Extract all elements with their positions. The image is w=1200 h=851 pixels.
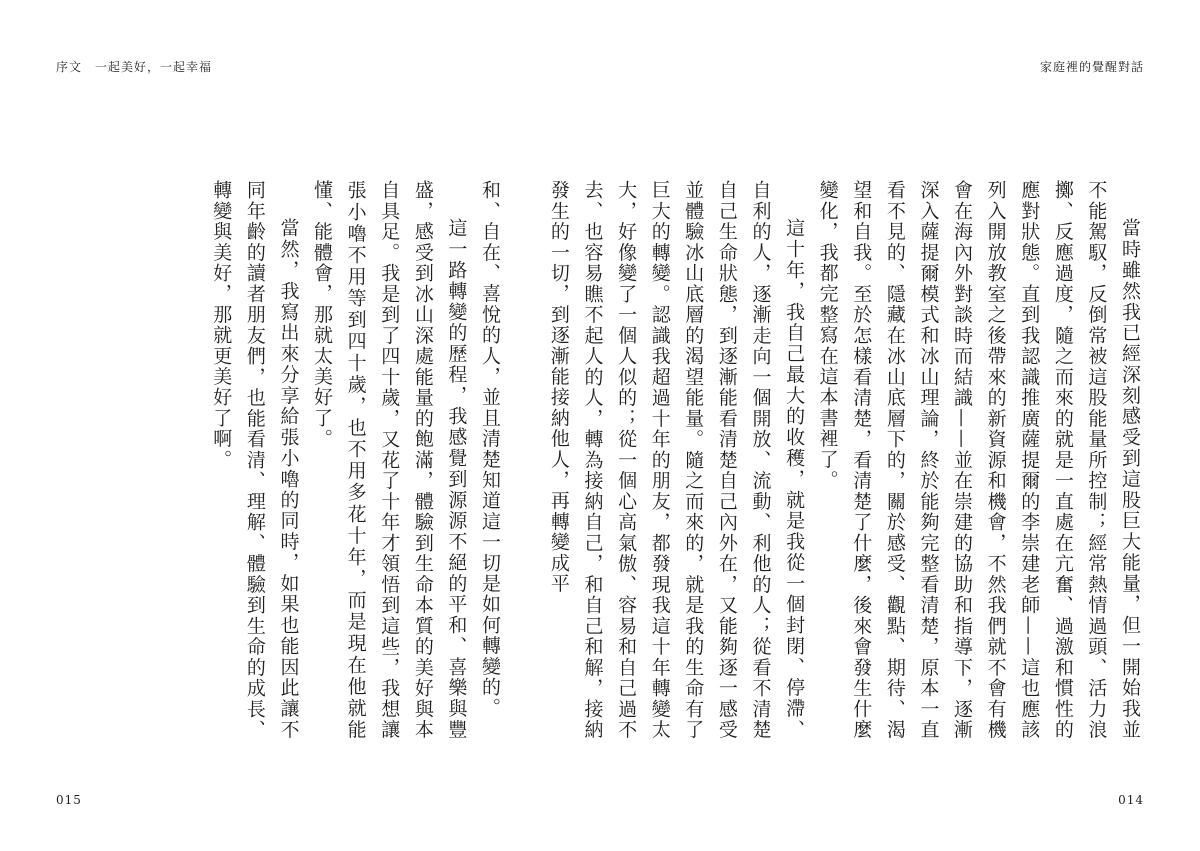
paragraph: 這一路轉變的歷程，我感覺到源源不絕的平和、喜樂與豐盛，感受到冰山深處能量的飽滿，體驗到生命本質的美好與本自具足。我是到了四十歲，又花了十年才領悟到這些，我想讓張小嚕不用等到四十歲，也不用多花十年，而是現在他就能懂、能體會，那就太美好了。 <box>311 180 468 740</box>
running-head-left: 序文 一起美好，一起幸福 <box>56 60 213 74</box>
paragraph: 和、自在、喜悅的人，並且清楚知道這一切是如何轉變的。 <box>479 180 501 719</box>
paragraph: 這十年，我自己最大的收穫，就是我從一個封閉、停滯、自利的人，逐漸走向一個開放、流動、利他的人；從看不清楚自己生命狀態，到逐漸能看清楚自己內外在，又能夠逐一感受並體驗冰山底層的渴望能量。隨之而來的，就是我的生命有了巨大的轉變。認識我超過十年的朋友，都發現我這十年轉變太大，好像變了一個人似的；從一個心高氣傲、容易和自己過不去、也容易瞧不起人的人，轉為接納自己，和自己和解，接納發生的一切，到逐漸能接納他人，再轉變成平 <box>547 180 806 740</box>
paragraph: 當時雖然我已經深刻感受到這股巨大能量，但一開始我並不能駕馭，反倒常被這股能量所控制；經常熱情過頭、活力浪擲、反應過度，隨之而來的就是一直處在亢奮、過激和慣性的應對狀態。直到我認識推廣薩提爾的李崇建老師——這也應該列入開放教室之後帶來的新資源和機會，不然我們就不會有機會在海內外對談時而結識——並在崇建的協助和指導下，逐漸深入薩提爾模式和冰山理論，終於能夠完整看清楚，原本一直看不見的、隱藏在冰山底層下的，關於感受、觀點、期待、渴望和自我。至於怎樣看清楚，看清楚了什麼，後來會發生什麼變化，我都完整寫在這本書裡了。 <box>816 180 1141 740</box>
body-text-right <box>547 180 1146 740</box>
running-head-right: 家庭裡的覺醒對話 <box>1039 60 1144 74</box>
paragraph: 當然，我寫出來分享給張小嚕的同時，如果也能因此讓不同年齡的讀者朋友們，也能看清、理解、體驗到生命的成長、轉變與美好，那就更美好了啊。 <box>210 180 300 740</box>
body-text-left <box>210 180 506 740</box>
right-page <box>547 0 1200 851</box>
page-number-left: 015 <box>56 793 82 807</box>
page-number-right: 014 <box>1118 793 1144 807</box>
